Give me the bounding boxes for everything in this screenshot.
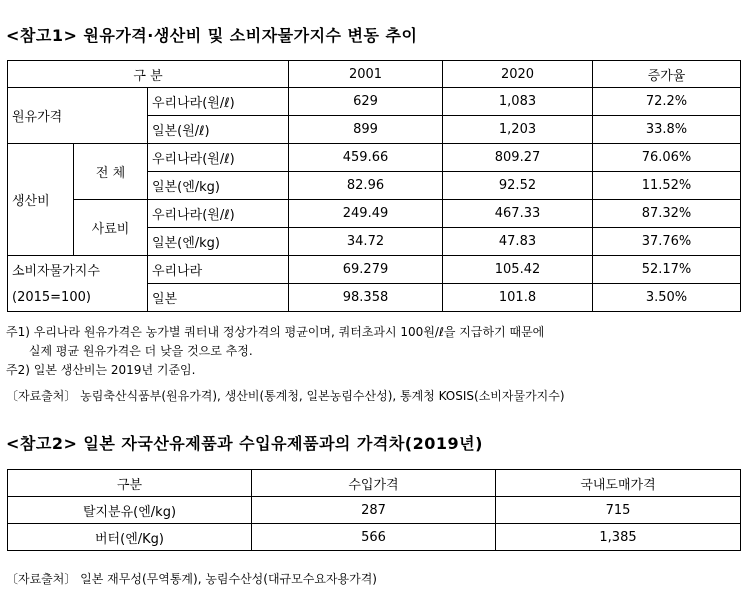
value-domestic: 715 [496, 497, 741, 524]
value-import: 566 [252, 524, 496, 551]
row-group-cpi: 소비자물가지수 [8, 256, 148, 284]
row-group-production-cost: 생산비 [8, 144, 74, 256]
header-import-price: 수입가격 [252, 470, 496, 497]
row-group-milk-price: 원유가격 [8, 88, 148, 144]
header-2001: 2001 [289, 61, 443, 88]
price-gap-table [7, 469, 741, 551]
value-2001: 459.66 [289, 144, 443, 172]
value-domestic: 1,385 [496, 524, 741, 551]
table-row [8, 284, 741, 312]
value-2020: 101.8 [443, 284, 593, 312]
ref1-source: 〔자료출처〕 농림축산식품부(원유가격), 생산비(통계청, 일본농림수산성), 통계청 KOSIS(소비자물가지수) [6, 389, 565, 403]
row-label: 일본(원/ℓ) [148, 116, 289, 144]
table-row [8, 144, 741, 172]
row-label: 탈지분유(엔/kg) [8, 497, 252, 524]
value-2020: 809.27 [443, 144, 593, 172]
row-subgroup-feed: 사료비 [74, 200, 148, 256]
value-rate: 11.52% [593, 172, 741, 200]
header-rate: 증가율 [593, 61, 741, 88]
value-2001: 34.72 [289, 228, 443, 256]
row-label: 우리나라(원/ℓ) [148, 200, 289, 228]
row-label: 일본 [148, 284, 289, 312]
value-import: 287 [252, 497, 496, 524]
header-domestic-price: 국내도매가격 [496, 470, 741, 497]
value-rate: 87.32% [593, 200, 741, 228]
ref1-title: <참고1> 원유가격·생산비 및 소비자물가지수 변동 추이 [6, 26, 418, 45]
table-row [8, 88, 741, 116]
note-2: 주2) 일본 생산비는 2019년 기준임. [6, 363, 196, 377]
value-2001: 69.279 [289, 256, 443, 284]
value-rate: 3.50% [593, 284, 741, 312]
row-label: 우리나라 [148, 256, 289, 284]
value-2020: 105.42 [443, 256, 593, 284]
value-2020: 1,083 [443, 88, 593, 116]
note-1-cont: 실제 평균 원유가격은 더 낮을 것으로 추정. [6, 344, 253, 358]
row-label: 우리나라(원/ℓ) [148, 88, 289, 116]
header-category: 구분 [8, 470, 252, 497]
value-2020: 1,203 [443, 116, 593, 144]
value-2001: 629 [289, 88, 443, 116]
note-1: 주1) 우리나라 원유가격은 농가별 쿼터내 정상가격의 평균이며, 쿼터초과시 100원/ℓ을 지급하기 때문에 [6, 325, 545, 339]
ref2-source: 〔자료출처〕 일본 재무성(무역통계), 농림수산성(대규모수요자용가격) [6, 572, 377, 586]
value-2020: 467.33 [443, 200, 593, 228]
table-header-row [8, 470, 741, 497]
row-label: 일본(엔/kg) [148, 228, 289, 256]
row-label: 버터(엔/Kg) [8, 524, 252, 551]
value-rate: 52.17% [593, 256, 741, 284]
table-row [8, 497, 741, 524]
value-rate: 76.06% [593, 144, 741, 172]
value-2001: 249.49 [289, 200, 443, 228]
table-header-row [8, 61, 741, 88]
row-label: 우리나라(원/ℓ) [148, 144, 289, 172]
value-2020: 92.52 [443, 172, 593, 200]
header-2020: 2020 [443, 61, 593, 88]
value-2001: 98.358 [289, 284, 443, 312]
table-row [8, 524, 741, 551]
row-label: 일본(엔/kg) [148, 172, 289, 200]
value-2020: 47.83 [443, 228, 593, 256]
value-2001: 899 [289, 116, 443, 144]
value-2001: 82.96 [289, 172, 443, 200]
value-rate: 33.8% [593, 116, 741, 144]
price-trend-table [7, 60, 741, 312]
header-category: 구 분 [8, 61, 289, 88]
row-subgroup-total: 전 체 [74, 144, 148, 200]
row-group-cpi-base: (2015=100) [8, 284, 148, 312]
value-rate: 37.76% [593, 228, 741, 256]
table-row [8, 200, 741, 228]
ref2-title: <참고2> 일본 자국산유제품과 수입유제품과의 가격차(2019년) [6, 434, 483, 453]
table-row [8, 256, 741, 284]
value-rate: 72.2% [593, 88, 741, 116]
